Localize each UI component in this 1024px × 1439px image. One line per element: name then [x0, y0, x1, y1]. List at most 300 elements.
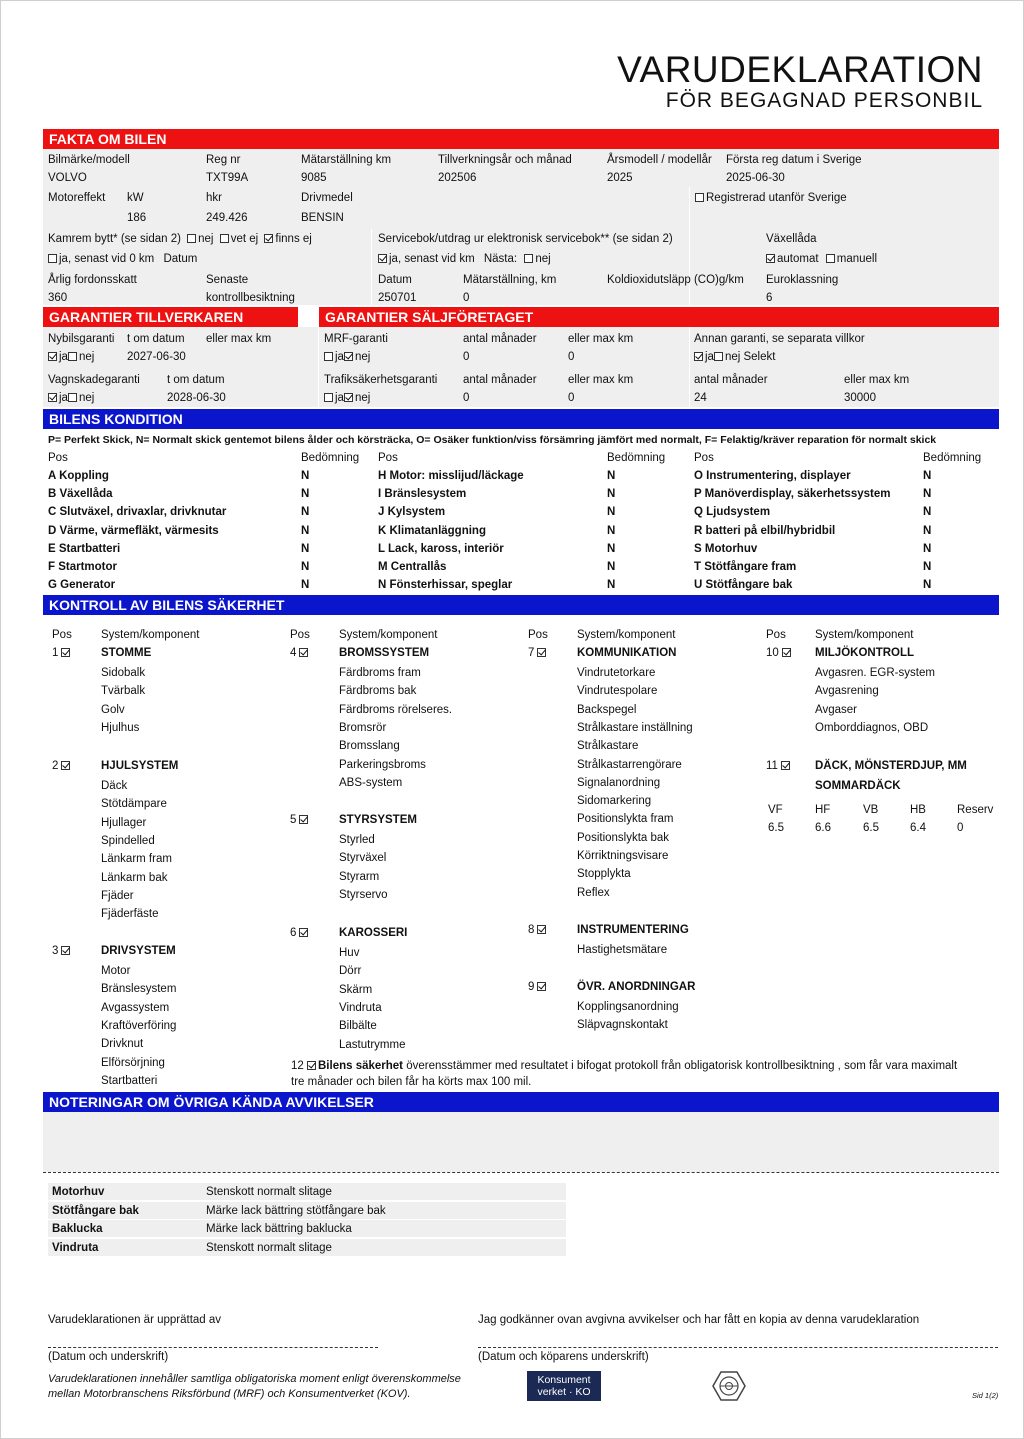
kondition-item-rating: N — [301, 542, 310, 555]
label-antal-manader-2: antal månader — [463, 374, 537, 386]
component-item: Bromsslang — [339, 740, 400, 753]
label-senaste-2: kontrollbesiktning — [206, 292, 295, 304]
label-trafiksakerhetsgaranti: Trafiksäkerhetsgaranti — [324, 374, 438, 386]
pos-number-g11 — [766, 759, 792, 773]
konsumentverket-logo — [527, 1371, 601, 1401]
pos-number: 12 — [291, 1060, 304, 1072]
kondition-pos-2: Pos — [378, 452, 398, 464]
group-checkbox[interactable] — [537, 982, 546, 991]
sakerhet-system-3: System/komponent — [577, 629, 676, 641]
kondition-item-label: S Motorhuv — [694, 542, 758, 555]
mrf-emblem-icon — [711, 1370, 747, 1402]
pos-number: 3 — [52, 945, 59, 957]
pos-number-g2 — [52, 759, 72, 773]
kondition-item-label: F Startmotor — [48, 561, 117, 573]
kondition-item-rating: N — [923, 506, 932, 519]
group-title-g5: STYRSYSTEM — [339, 814, 417, 826]
value-matarstallning: 9085 — [301, 172, 327, 184]
kondition-item-label: I Bränslesystem — [378, 488, 467, 501]
value-kontroll-km: 0 — [463, 292, 470, 304]
trafik-nej-checkbox[interactable] — [344, 393, 353, 402]
kamrem-ja-checkbox[interactable] — [48, 254, 57, 263]
group-checkbox[interactable] — [537, 925, 546, 934]
value-arsmodell: 2025 — [607, 172, 633, 184]
group-checkbox[interactable] — [299, 815, 308, 824]
kondition-item-rating: N — [923, 542, 932, 555]
component-item: Bilbälte — [339, 1020, 377, 1033]
label-hkr: hkr — [206, 192, 222, 204]
pos-number: 4 — [290, 647, 297, 659]
annan-nej-checkbox[interactable] — [714, 352, 723, 361]
label-t-om-datum: t om datum — [127, 333, 185, 345]
group-checkbox[interactable] — [61, 946, 70, 955]
trafik-ja-checkbox[interactable] — [324, 393, 333, 402]
kondition-item-rating: N — [607, 470, 616, 482]
value-trafik-km: 0 — [568, 392, 575, 404]
vagnskada-ja-nej — [48, 391, 94, 405]
label-antal-manader: antal månader — [463, 333, 537, 345]
section-garantier-tillverkaren-heading: GARANTIER TILLVERKAREN — [43, 307, 298, 327]
label-matarstallning: Mätarställning km — [301, 154, 392, 166]
component-item: Styrled — [339, 834, 375, 846]
tyre-value: 6.5 — [863, 822, 879, 834]
tyre-value: 6.5 — [768, 822, 784, 834]
value-tillverkningsar: 202506 — [438, 172, 477, 184]
kondition-item-rating: N — [923, 524, 932, 537]
label-datum: Datum — [378, 274, 412, 286]
signature-line-buyer[interactable] — [478, 1347, 998, 1348]
ja-label: ja — [335, 392, 344, 404]
group-checkbox[interactable] — [61, 761, 70, 770]
ja-label: ja — [705, 351, 714, 363]
label-arlig-skatt: Årlig fordonsskatt — [48, 274, 137, 286]
servicebok-row — [378, 252, 551, 266]
group-title-g9: ÖVR. ANORDNINGAR — [577, 981, 696, 993]
nybil-ja-checkbox[interactable] — [48, 352, 57, 361]
finns-ej-label: finns ej — [275, 233, 312, 245]
kondition-item-rating: N — [607, 542, 616, 555]
note-part: Vindruta — [52, 1241, 99, 1254]
pos-number-g4 — [290, 646, 310, 660]
dack-subtitle: SOMMARDÄCK — [815, 780, 901, 792]
label-vagnskadegaranti: Vagnskadegaranti — [48, 374, 140, 386]
value-skatt: 360 — [48, 292, 68, 304]
annan-ja-nej — [694, 350, 775, 364]
nej-label: nej — [78, 392, 95, 404]
bilens-sakerhet-label: Bilens säkerhet — [318, 1060, 404, 1072]
signature-line-seller[interactable] — [48, 1347, 378, 1348]
trafik-ja-nej — [324, 391, 370, 405]
label-servicebok: Servicebok/utdrag ur elektronisk servicebok** (se sidan 2) — [378, 233, 673, 245]
label-arsmodell: Årsmodell / modellår — [607, 154, 712, 166]
component-item: Vindrutespolare — [577, 685, 658, 698]
component-item: Strålkastare — [577, 740, 639, 753]
tyre-header: VB — [863, 804, 879, 816]
section-fakta-heading: FAKTA OM BILEN — [43, 129, 999, 149]
value-euro: 6 — [766, 292, 773, 304]
component-item: Lastutrymme — [339, 1038, 406, 1051]
component-item: Positionslykta bak — [577, 831, 670, 844]
component-item: Signalanordning — [577, 776, 661, 789]
group-title-g7: KOMMUNIKATION — [577, 647, 677, 659]
component-item: Fjäder — [101, 889, 134, 902]
kondition-item-rating: N — [301, 488, 310, 501]
page-subtitle: FÖR BEGAGNAD PERSONBIL — [665, 89, 983, 112]
servicebok-ja-checkbox[interactable] — [378, 254, 387, 263]
note-text: Stenskott normalt slitage — [206, 1241, 332, 1254]
value-kw: 186 — [127, 212, 147, 224]
component-item: Vindruta — [339, 1001, 382, 1014]
bilens-sakerhet-text: överensstämmer med resultatet i bifogat protokoll från obligatorisk kontrollbesiktning , som får vara maximalt — [406, 1060, 958, 1072]
vagnskada-ja-checkbox[interactable] — [48, 393, 57, 402]
kondition-pos-3: Pos — [694, 452, 714, 464]
tyre-header: HF — [815, 804, 831, 816]
note-text: Märke lack bättring baklucka — [206, 1223, 352, 1235]
component-item: ABS-system — [339, 776, 403, 789]
pos-number-g9 — [528, 980, 548, 994]
label-drivmedel: Drivmedel — [301, 192, 353, 204]
kondition-item-label: C Slutväxel, drivaxlar, drivknutar — [48, 506, 227, 519]
label-annan-garanti: Annan garanti, se separata villkor — [694, 333, 865, 345]
group-checkbox[interactable] — [299, 648, 308, 657]
ko-line-2: verket · KO — [537, 1386, 591, 1398]
component-item: Golv — [101, 703, 125, 716]
group-title-g2: HJULSYSTEM — [101, 760, 179, 772]
component-item: Hjulhus — [101, 721, 140, 734]
kondition-item-rating: N — [923, 470, 932, 482]
label-eller-max-km-3: eller max km — [568, 374, 634, 386]
label-forsta-reg: Första reg datum i Sverige — [726, 154, 862, 166]
note-part: Baklucka — [52, 1223, 103, 1235]
divider — [318, 327, 319, 407]
group-title-g6: KAROSSERI — [339, 927, 408, 939]
disclaimer-line-2: mellan Motorbranschens Riksförbund (MRF) och Konsumentverket (KOV). — [48, 1388, 411, 1400]
nasta-label: Nästa: — [483, 253, 518, 265]
sakerhet-system-2: System/komponent — [339, 629, 438, 641]
registrerad-utanfor-checkbox[interactable] — [695, 191, 847, 205]
pos-number-g3 — [52, 944, 72, 958]
component-item: Färdbroms rörelseres. — [339, 703, 453, 716]
kondition-item-label: P Manöverdisplay, säkerhetssystem — [694, 488, 891, 501]
value-mrf-man: 0 — [463, 351, 470, 363]
ja-label: ja — [335, 351, 344, 363]
component-item: Huv — [339, 947, 360, 959]
bilens-sakerhet-text-2: tre månader och bilen får ha körts max 100 mil. — [291, 1076, 532, 1088]
pos-number-g1 — [52, 646, 72, 660]
component-item: Startbatteri — [101, 1074, 158, 1087]
kondition-item-rating: N — [607, 488, 616, 501]
tyre-header: VF — [768, 804, 783, 816]
upprattad-av-label: Varudeklarationen är upprättad av — [48, 1314, 222, 1326]
divider — [689, 187, 690, 305]
nej-label: nej — [354, 351, 371, 363]
mrf-ja-nej — [324, 350, 370, 364]
pos-number-g8 — [528, 923, 548, 937]
kondition-item-label: R batteri på elbil/hybridbil — [694, 524, 836, 537]
pos-number: 7 — [528, 647, 535, 659]
component-item: Positionslykta fram — [577, 813, 674, 826]
component-item: Strålkastare inställning — [577, 721, 693, 734]
kondition-item-rating: N — [607, 524, 616, 537]
divider — [689, 327, 690, 407]
component-item: Bränslesystem — [101, 983, 177, 996]
sakerhet-system-4: System/komponent — [815, 629, 914, 641]
sakerhet-12-checkbox[interactable] — [307, 1061, 316, 1070]
value-mrf-km: 0 — [568, 351, 575, 363]
kondition-bedomning-3: Bedömning — [923, 452, 982, 464]
component-item: Motor — [101, 965, 131, 977]
tyre-value: 6.4 — [910, 822, 926, 834]
label-vaxellada: Växellåda — [766, 233, 817, 245]
section-kondition-heading: BILENS KONDITION — [43, 409, 999, 429]
group-checkbox[interactable] — [299, 928, 308, 937]
label-antal-manader-3: antal månader — [694, 374, 768, 386]
sakerhet-pos-1: Pos — [52, 629, 72, 641]
disclaimer-line-1: Varudeklarationen innehåller samtliga obligatoriska moment enligt överenskommelse — [48, 1373, 461, 1385]
component-item: Fjäderfäste — [101, 908, 159, 921]
component-item: Omborddiagnos, OBD — [815, 721, 929, 734]
component-item: Kopplingsanordning — [577, 1001, 679, 1013]
kondition-item-label: J Kylsystem — [378, 506, 446, 519]
component-item: Avgasrening — [815, 685, 879, 698]
note-text: Märke lack bättring stötfångare bak — [206, 1204, 386, 1217]
kamrem-row — [48, 232, 312, 246]
component-item: Strålkastarrengörare — [577, 758, 682, 771]
component-item: Kraftöverföring — [101, 1019, 177, 1032]
pos-number: 5 — [290, 814, 297, 826]
automat-label: automat — [777, 253, 819, 265]
component-item: Vindrutetorkare — [577, 667, 656, 679]
ja-label: ja — [59, 351, 68, 363]
nej-label: nej — [354, 392, 371, 404]
annan-ja-checkbox[interactable] — [694, 352, 703, 361]
group-checkbox[interactable] — [537, 648, 546, 657]
value-hkr: 249.426 — [206, 212, 248, 224]
component-item: Parkeringsbroms — [339, 758, 426, 771]
value-vagnskada-datum: 2028-06-30 — [167, 392, 226, 404]
datum-koparens-label: (Datum och köparens underskrift) — [478, 1351, 649, 1363]
component-item: Tvärbalk — [101, 685, 146, 698]
group-title-g3: DRIVSYSTEM — [101, 945, 176, 957]
vaxellada-row — [766, 252, 877, 266]
kamrem-finns-ej-checkbox[interactable] — [264, 234, 273, 243]
value-annan-man: 24 — [694, 392, 707, 404]
page-title: VARUDEKLARATION — [617, 49, 983, 90]
group-title-g11: DÄCK, MÖNSTERDJUP, MM — [815, 760, 967, 772]
label-t-om-datum-2: t om datum — [167, 374, 225, 386]
nej-label: nej — [198, 233, 214, 245]
component-item: Elförsörjning — [101, 1056, 165, 1069]
label-matarstallning-km: Mätarställning, km — [463, 274, 557, 286]
kondition-item-rating: N — [923, 488, 932, 501]
divider — [43, 1172, 999, 1173]
kondition-item-rating: N — [607, 506, 616, 519]
kondition-item-label: U Stötfångare bak — [694, 579, 793, 592]
pos-number: 11 — [766, 760, 778, 772]
kondition-item-label: D Värme, värmefläkt, värmesits — [48, 524, 219, 537]
ja-senast-vid-km-label: ja, senast vid km — [389, 253, 475, 265]
noteringar-free-text-area[interactable] — [43, 1112, 999, 1172]
kondition-item-rating: N — [301, 579, 310, 592]
pos-number-g7 — [528, 646, 548, 660]
kondition-item-label: G Generator — [48, 579, 116, 592]
pos-number: 1 — [52, 647, 59, 659]
kamrem-nej-checkbox[interactable] — [187, 234, 196, 243]
group-checkbox[interactable] — [781, 761, 790, 770]
component-item: Bromsrör — [339, 721, 387, 734]
sakerhet-pos-2: Pos — [290, 629, 310, 641]
component-item: Avgaser — [815, 703, 857, 716]
value-regnr: TXT99A — [206, 172, 249, 184]
servicebok-nej-checkbox[interactable] — [524, 254, 533, 263]
component-item: Färdbroms bak — [339, 685, 417, 698]
label-tillverkningsar: Tillverkningsår och månad — [438, 154, 572, 166]
mrf-nej-checkbox[interactable] — [344, 352, 353, 361]
value-bilmarke: VOLVO — [48, 172, 87, 184]
kondition-item-label: M Centrallås — [378, 561, 447, 573]
kondition-item-label: B Växellåda — [48, 488, 113, 501]
component-item: Sidomarkering — [577, 795, 652, 808]
kondition-item-label: A Koppling — [48, 470, 109, 482]
pos-number: 8 — [528, 924, 535, 936]
label-nybilsgaranti: Nybilsgaranti — [48, 333, 115, 345]
manuell-label: manuell — [836, 253, 878, 265]
label-eller-max-km-4: eller max km — [844, 374, 910, 386]
kondition-bedomning-1: Bedömning — [301, 452, 360, 464]
note-text: Stenskott normalt slitage — [206, 1186, 332, 1198]
group-title-g10: MILJÖKONTROLL — [815, 647, 915, 659]
value-kontroll-datum: 250701 — [378, 292, 417, 304]
label-senaste-1: Senaste — [206, 274, 249, 286]
kondition-item-rating: N — [301, 561, 310, 573]
page-number: Sid 1(2) — [972, 1391, 999, 1400]
kondition-item-rating: N — [301, 470, 310, 482]
group-title-g8: INSTRUMENTERING — [577, 924, 689, 936]
component-item: Reflex — [577, 886, 610, 899]
kondition-item-label: N Fönsterhissar, speglar — [378, 579, 513, 592]
kondition-pos-1: Pos — [48, 452, 68, 464]
section-garantier-saljforetaget-heading: GARANTIER SÄLJFÖRETAGET — [319, 307, 999, 327]
tyre-value: 0 — [957, 822, 964, 834]
ja-label: ja — [59, 392, 68, 404]
pos-number: 6 — [290, 927, 297, 939]
label-kw: kW — [127, 192, 144, 204]
component-item: Länkarm fram — [101, 853, 172, 866]
checkbox[interactable] — [695, 193, 704, 202]
kamrem-vet-ej-checkbox[interactable] — [220, 234, 229, 243]
group-title-g4: BROMSSYSTEM — [339, 647, 430, 659]
ko-line-1: Konsument — [537, 1374, 591, 1386]
label-regnr: Reg nr — [206, 154, 241, 166]
component-item: Avgasren. EGR-system — [815, 667, 935, 679]
kondition-item-rating: N — [923, 561, 932, 573]
manuell-checkbox[interactable] — [826, 254, 835, 263]
sakerhet-12-row — [291, 1059, 957, 1073]
kondition-item-label: K Klimatanläggning — [378, 524, 486, 537]
note-part: Motorhuv — [52, 1186, 105, 1198]
section-sakerhet-heading: KONTROLL AV BILENS SÄKERHET — [43, 595, 999, 615]
component-item: Körriktningsvisare — [577, 850, 669, 862]
ja-senast-label: ja, senast vid 0 km — [59, 253, 155, 265]
mrf-ja-checkbox[interactable] — [324, 352, 333, 361]
sakerhet-pos-4: Pos — [766, 629, 786, 641]
component-item: Styrarm — [339, 870, 380, 883]
value-annan-km: 30000 — [844, 392, 876, 404]
kamrem-label: Kamrem bytt* (se sidan 2) — [48, 233, 181, 245]
component-item: Hastighetsmätare — [577, 944, 668, 956]
registrerad-utanfor-label: Registrerad utanför Sverige — [706, 192, 847, 204]
label-eller-max-km-2: eller max km — [568, 333, 634, 345]
kondition-item-label: Q Ljudsystem — [694, 506, 771, 519]
value-trafik-man: 0 — [463, 392, 470, 404]
component-item: Styrservo — [339, 888, 388, 901]
datum-label: Datum — [163, 253, 198, 265]
sakerhet-pos-3: Pos — [528, 629, 548, 641]
label-bilmarke: Bilmärke/modell — [48, 154, 130, 166]
component-item: Dörr — [339, 965, 362, 978]
sakerhet-system-1: System/komponent — [101, 629, 200, 641]
label-motoreffekt: Motoreffekt — [48, 192, 106, 204]
component-item: Sidobalk — [101, 667, 146, 679]
kondition-item-rating: N — [301, 506, 310, 519]
nybil-ja-nej — [48, 350, 94, 364]
component-item: Länkarm bak — [101, 871, 168, 884]
group-checkbox[interactable] — [782, 648, 791, 657]
kondition-item-rating: N — [923, 579, 932, 592]
kondition-item-rating: N — [607, 561, 616, 573]
nybil-nej-checkbox[interactable] — [68, 352, 77, 361]
tyre-header: HB — [910, 804, 926, 816]
kondition-item-label: O Instrumentering, displayer — [694, 470, 851, 482]
kondition-item-rating: N — [607, 579, 616, 592]
group-checkbox[interactable] — [61, 648, 70, 657]
pos-number-g5 — [290, 813, 310, 827]
kondition-item-label: L Lack, kaross, interiör — [378, 542, 504, 555]
kondition-bedomning-2: Bedömning — [607, 452, 666, 464]
pos-number: 2 — [52, 760, 59, 772]
tyre-header: Reserv — [957, 804, 994, 816]
vet-ej-label: vet ej — [230, 233, 259, 245]
component-item: Hjullager — [101, 816, 147, 829]
divider — [371, 229, 372, 305]
value-drivmedel: BENSIN — [301, 212, 344, 224]
component-item: Däck — [101, 780, 128, 792]
kondition-item-label: E Startbatteri — [48, 542, 121, 555]
component-item: Spindelled — [101, 834, 155, 847]
datum-underskrift-label: (Datum och underskrift) — [48, 1351, 169, 1363]
pos-number: 9 — [528, 981, 535, 993]
component-item: Skärm — [339, 983, 373, 996]
component-item: Färdbroms fram — [339, 667, 421, 679]
pos-number-g6 — [290, 926, 310, 940]
label-mrf-garanti: MRF-garanti — [324, 333, 388, 345]
kamrem-ja-row — [48, 252, 197, 266]
label-koldioxid: Koldioxidutsläpp (CO)g/km — [607, 274, 744, 286]
nej-label: nej — [78, 351, 95, 363]
vagnskada-nej-checkbox[interactable] — [68, 393, 77, 402]
component-item: Styrväxel — [339, 852, 387, 865]
automat-checkbox[interactable] — [766, 254, 775, 263]
godkanner-label: Jag godkänner ovan avgivna avvikelser och har fått en kopia av denna varudeklaration — [478, 1314, 920, 1326]
pos-number: 10 — [766, 647, 779, 659]
nej-selekt-label: nej Selekt — [724, 351, 776, 363]
pos-number-g10 — [766, 646, 793, 660]
value-nybil-datum: 2027-06-30 — [127, 351, 186, 363]
component-item: Stopplykta — [577, 868, 631, 881]
component-item: Drivknut — [101, 1038, 144, 1051]
section-noteringar-heading: NOTERINGAR OM ÖVRIGA KÄNDA AVVIKELSER — [43, 1092, 999, 1112]
label-euroklassning: Euroklassning — [766, 274, 839, 286]
